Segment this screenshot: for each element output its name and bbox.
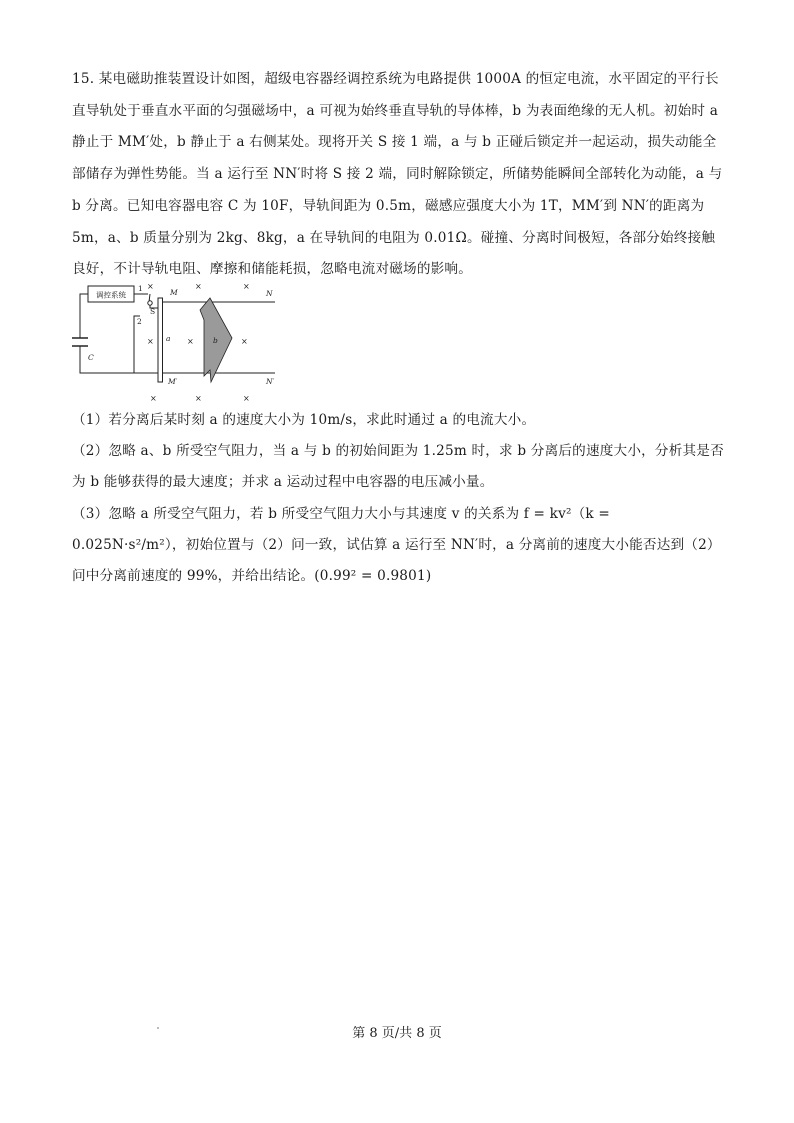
control-system-label: 调控系统 [96, 290, 126, 300]
circuit-wire-left [80, 294, 88, 338]
label-N: N [266, 289, 273, 298]
capacitor-label: C [88, 353, 94, 362]
terminal-1-label: 1 [138, 284, 143, 293]
problem-statement [72, 64, 724, 286]
field-mark: × [243, 282, 250, 291]
label-N-prime: N′ [266, 377, 275, 386]
question-1: （1）若分离后某时刻 a 的速度大小为 10m/s，求此时通过 a 的电流大小。 [72, 412, 536, 428]
sub-questions [72, 405, 727, 592]
circuit-figure [70, 280, 290, 408]
terminal-2-label: 2 [137, 317, 142, 326]
field-mark: × [187, 337, 194, 346]
question-2: （2）忽略 a、b 所受空气阻力，当 a 与 b 的初始间距为 1.25m 时，求 b 分离后的速度大小，分析其是否为 b 能够获得的最大速度；并求 a 运动过程中电容器的电压减小量。 [72, 443, 724, 491]
field-mark: × [243, 394, 250, 403]
page-footer: 第 8 页/共 8 页 [352, 1026, 442, 1041]
field-mark: × [241, 337, 248, 346]
label-M: M [170, 288, 178, 297]
rod-a [158, 298, 163, 382]
rod-a-label: a [166, 334, 171, 343]
field-mark: × [150, 394, 157, 403]
drone-b-label: b [213, 336, 218, 345]
field-mark: × [147, 337, 154, 346]
question-3: （3）忽略 a 所受空气阻力，若 b 所受空气阻力大小与其速度 v 的关系为 f = kv²（k = 0.025N·s²/m²），初始位置与（2）问一致，试估算 a 运行至 NN′时，a 分离前的速度大小能否达到（2）问中分离前速度的 99%，并给出结论。(0.99² = 0.9801) [72, 505, 721, 585]
field-mark: × [195, 282, 202, 291]
label-M-prime: M′ [168, 377, 178, 386]
switch-pivot [148, 301, 152, 305]
field-mark: × [195, 394, 202, 403]
problem-text: 15. 某电磁助推装置设计如图，超级电容器经调控系统为电路提供 1000A 的恒定电流，水平固定的平行长直导轨处于垂直水平面的匀强磁场中，a 可视为始终垂直导轨的导体棒，b 为表面绝缘的无人机。初始时 a 静止于 MM′处，b 静止于 a 右侧某处。现将开关 S 接 1 端，a 与 b 正碰后锁定并一起运动，损失动能全部储存为弹性势能。当 a 运行至 NN′时将 S 接 2 端，同时解除锁定，所储势能瞬间全部转化为动能，a 与 b 分离。已知电容器电容 C 为 10F，导轨间距为 0.5m，磁感应强度大小为 1T，MM′到 NN′的距离为 5m，a、b 质量分别为 2kg、8kg，a 在导轨间的电阻为 0.01Ω。碰撞、分离时间极短，各部分始终接触良好，不计导轨电阻、摩擦和储能耗损，忽略电流对磁场的影响。 [72, 71, 723, 278]
switch-label: S [150, 307, 156, 316]
field-mark: × [147, 282, 154, 291]
